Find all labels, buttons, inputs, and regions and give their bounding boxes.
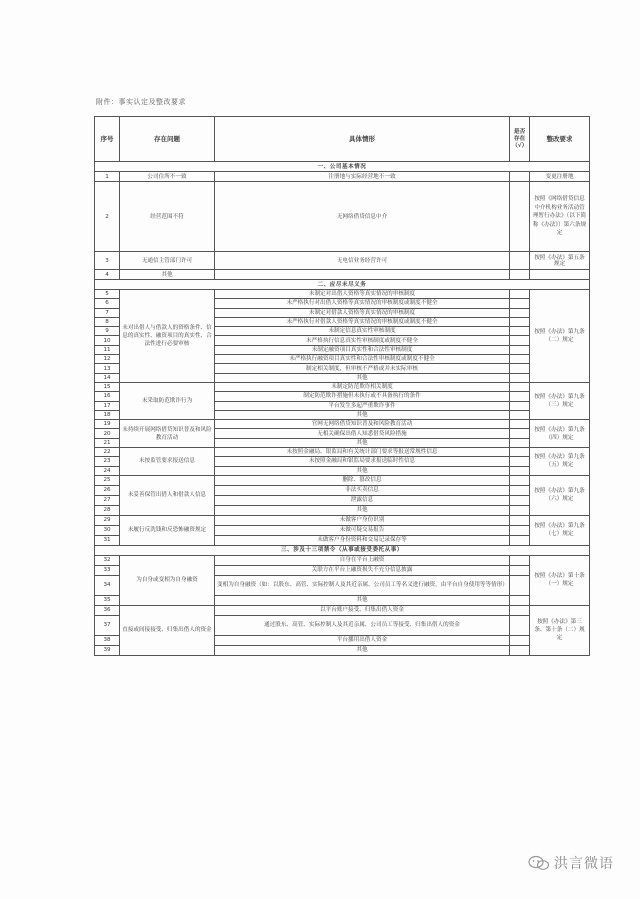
detail-cell: 其他 <box>215 645 510 655</box>
row-number: 22 <box>95 448 120 457</box>
row-number: 20 <box>95 429 120 438</box>
row-number: 33 <box>95 565 120 575</box>
req-cell: 按照《办法》第九条（六）规定 <box>530 475 590 515</box>
row-number: 4 <box>95 270 120 280</box>
row-number: 36 <box>95 605 120 615</box>
req-cell: 按照《办法》第九条（三）规定 <box>530 382 590 419</box>
section-row <box>95 162 590 172</box>
header-detail: 具体情形 <box>215 117 510 162</box>
exists-cell <box>510 565 530 575</box>
detail-cell: 无相关确保出借人知悉借贷风险措施 <box>215 429 510 438</box>
exists-cell <box>510 252 530 270</box>
detail-cell: 制定防范欺诈措施但未执行或不具备执行的条件 <box>215 392 510 401</box>
detail-cell: 以平台账户接受、归集出借人资金 <box>215 605 510 615</box>
row-number: 9 <box>95 327 120 336</box>
row-number: 10 <box>95 336 120 345</box>
row-number: 38 <box>95 635 120 645</box>
exists-cell <box>510 317 530 326</box>
exists-cell <box>510 635 530 645</box>
detail-cell: 未做客户身份资料和交易记录保存等 <box>215 535 510 545</box>
detail-cell: 平台挪用出借人资金 <box>215 635 510 645</box>
row-number: 30 <box>95 525 120 535</box>
req-cell: 按照《办法》第九条（七）规定 <box>530 515 590 545</box>
req-cell: 按照《网络借贷信息中介机构业务活动管理暂行办法》（以下简称《办法》）第六条规定 <box>530 182 590 252</box>
exists-cell <box>510 373 530 382</box>
req-cell <box>530 270 590 280</box>
exists-cell <box>510 515 530 525</box>
exists-cell <box>510 308 530 317</box>
exists-cell <box>510 475 530 485</box>
row-number: 28 <box>95 505 120 515</box>
row-number: 2 <box>95 182 120 252</box>
exists-cell <box>510 355 530 364</box>
detail-cell: 无网络借贷信息中介 <box>215 182 510 252</box>
row-number: 24 <box>95 466 120 475</box>
row-number: 17 <box>95 401 120 410</box>
row-number: 3 <box>95 252 120 270</box>
detail-cell: 未制定对借款人资格等真实情况的审核制度 <box>215 308 510 317</box>
detail-cell: 其他 <box>215 438 510 447</box>
table-row <box>95 605 590 615</box>
section-row <box>95 280 590 290</box>
detail-cell: 未制定防范欺诈相关制度 <box>215 382 510 391</box>
row-number: 37 <box>95 615 120 635</box>
exists-cell <box>510 364 530 373</box>
detail-cell: 未制定信息真实性审核制度 <box>215 327 510 336</box>
exists-cell <box>510 495 530 505</box>
table-row <box>95 420 590 429</box>
detail-cell: 删除、篡改信息 <box>215 475 510 485</box>
exists-cell <box>510 182 530 252</box>
fact-table <box>94 116 590 656</box>
exists-cell <box>510 525 530 535</box>
header-req: 整改要求 <box>530 117 590 162</box>
exists-cell <box>510 605 530 615</box>
detail-cell: 其他 <box>215 595 510 605</box>
detail-cell: 官网无网络借贷知识普及和风险教育活动 <box>215 420 510 429</box>
detail-cell: 其他 <box>215 505 510 515</box>
watermark-text: 洪言微语 <box>554 856 614 872</box>
watermark-logo <box>528 853 614 873</box>
table-row <box>95 270 590 280</box>
req-cell: 变更注册地 <box>530 172 590 182</box>
req-cell: 按照《办法》第三条、第十条（二）规定 <box>530 605 590 655</box>
section-title: 二、应尽未尽义务 <box>95 280 590 290</box>
detail-cell: 未严格执行融资项目真实性和合法性审核制度或制度不健全 <box>215 355 510 364</box>
detail-cell: 未严格执行对借款人资格等真实情况的审核制度或制度不健全 <box>215 317 510 326</box>
detail-cell: 注册地与实际经营地不一致 <box>215 172 510 182</box>
detail-cell: 变相为自身融资（如：以股东、高管、实际控制人及其近亲属、公司员工等名义进行融资，由平台自身使用等等情形） <box>215 575 510 595</box>
detail-cell: 未严格执行对出借人资格等真实情况的审核制度或制度不健全 <box>215 299 510 308</box>
row-number: 18 <box>95 410 120 419</box>
row-number: 29 <box>95 515 120 525</box>
row-number: 7 <box>95 308 120 317</box>
wechat-icon <box>528 855 550 871</box>
detail-cell: 其他 <box>215 466 510 475</box>
exists-cell <box>510 448 530 457</box>
table-row <box>95 555 590 565</box>
attachment-caption: 附件：事实认定及整改要求 <box>96 98 186 106</box>
detail-cell: 无电信业务经营许可 <box>215 252 510 270</box>
issue-cell: 未持续开展网络借贷知识普及和风险教育活动 <box>120 420 215 448</box>
detail-cell: 未制定融资项目真实性和合法性审核制度 <box>215 345 510 354</box>
detail-cell: 其他 <box>215 410 510 419</box>
row-number: 14 <box>95 373 120 382</box>
exists-cell <box>510 485 530 495</box>
exists-cell <box>510 615 530 635</box>
row-number: 6 <box>95 299 120 308</box>
issue-cell: 未按监管要求报送信息 <box>120 448 215 476</box>
row-number: 21 <box>95 438 120 447</box>
detail-cell: 未做可疑交易报告 <box>215 525 510 535</box>
detail-cell: 未制定对出借人资格等真实情况的审核制度 <box>215 290 510 299</box>
header-issue: 存在问题 <box>120 117 215 162</box>
row-number: 12 <box>95 355 120 364</box>
row-number: 35 <box>95 595 120 605</box>
exists-cell <box>510 420 530 429</box>
row-number: 15 <box>95 382 120 391</box>
table-row <box>95 182 590 252</box>
req-cell: 按照《办法》第五条规定 <box>530 252 590 270</box>
exists-cell <box>510 336 530 345</box>
exists-cell <box>510 172 530 182</box>
table-row <box>95 382 590 391</box>
detail-cell: 未按照金融局和银监局要求报送临时性信息 <box>215 457 510 466</box>
exists-cell <box>510 290 530 299</box>
issue-cell: 为自身或变相为自身融资 <box>120 555 215 605</box>
detail-cell: 通过股东、高管、实际控制人及其近亲属、公司员工等接受、归集出借人的资金 <box>215 615 510 635</box>
section-title: 三、涉及十三项禁令（从事或接受委托从事） <box>95 545 590 555</box>
exists-cell <box>510 429 530 438</box>
issue-cell: 经营范围不符 <box>120 182 215 252</box>
table-row <box>95 515 590 525</box>
exists-cell <box>510 270 530 280</box>
detail-cell: 制定相关制度，但审核不严格或并未实际审核 <box>215 364 510 373</box>
exists-cell <box>510 401 530 410</box>
header-no: 序号 <box>95 117 120 162</box>
exists-cell <box>510 645 530 655</box>
row-number: 25 <box>95 475 120 485</box>
issue-cell: 未履行反洗钱和反恐怖融资规定 <box>120 515 215 545</box>
req-cell: 按照《办法》第九条（五）规定 <box>530 448 590 476</box>
detail-cell: 未按照金融局、银监局和有关统计部门要求等报送常规性信息 <box>215 448 510 457</box>
row-number: 26 <box>95 485 120 495</box>
row-number: 8 <box>95 317 120 326</box>
exists-cell <box>510 438 530 447</box>
exists-cell <box>510 505 530 515</box>
exists-cell <box>510 457 530 466</box>
row-number: 27 <box>95 495 120 505</box>
exists-cell <box>510 327 530 336</box>
table-row <box>95 448 590 457</box>
detail-cell: 非法买卖信息 <box>215 485 510 495</box>
exists-cell <box>510 299 530 308</box>
exists-cell <box>510 345 530 354</box>
row-number: 1 <box>95 172 120 182</box>
detail-cell: 自身在平台上融资 <box>215 555 510 565</box>
exists-cell <box>510 410 530 419</box>
row-number: 13 <box>95 364 120 373</box>
req-cell: 按照《办法》第十条（一）规定 <box>530 555 590 605</box>
row-number: 32 <box>95 555 120 565</box>
req-cell: 按照《办法》第九条（二）规定 <box>530 290 590 383</box>
issue-cell: 直接或间接接受、归集出借人的资金 <box>120 605 215 655</box>
table-row <box>95 252 590 270</box>
detail-cell: 平台发生多起严重欺诈事件 <box>215 401 510 410</box>
detail-cell <box>215 270 510 280</box>
row-number: 5 <box>95 290 120 299</box>
header-row <box>95 117 590 162</box>
exists-cell <box>510 392 530 401</box>
section-row <box>95 545 590 555</box>
row-number: 23 <box>95 457 120 466</box>
row-number: 39 <box>95 645 120 655</box>
row-number: 16 <box>95 392 120 401</box>
issue-cell: 未采取防范欺诈行为 <box>120 382 215 419</box>
issue-cell: 其他 <box>120 270 215 280</box>
issue-cell: 未妥善保管出借人和借款人信息 <box>120 475 215 515</box>
exists-cell <box>510 466 530 475</box>
issue-cell: 未对出借人与借款人的资格条件、信息的真实性、融资项目的真实性、合法性进行必要审核 <box>120 290 215 383</box>
detail-cell: 其他 <box>215 373 510 382</box>
row-number: 19 <box>95 420 120 429</box>
exists-cell <box>510 595 530 605</box>
detail-cell: 未严格执行信息真实性审核制度或制度不健全 <box>215 336 510 345</box>
section-title: 一、公司基本情况 <box>95 162 590 172</box>
detail-cell: 未做客户身份识别 <box>215 515 510 525</box>
table-row <box>95 290 590 299</box>
req-cell: 按照《办法》第九条（四）规定 <box>530 420 590 448</box>
table-row <box>95 172 590 182</box>
issue-cell: 公司住所不一致 <box>120 172 215 182</box>
exists-cell <box>510 382 530 391</box>
row-number: 11 <box>95 345 120 354</box>
header-exists: 是否存在（√） <box>510 117 530 162</box>
exists-cell <box>510 535 530 545</box>
detail-cell: 关联方在平台上融资损失不充分信息披露 <box>215 565 510 575</box>
issue-cell: 无通信主管部门许可 <box>120 252 215 270</box>
exists-cell <box>510 555 530 565</box>
detail-cell: 泄露信息 <box>215 495 510 505</box>
exists-cell <box>510 575 530 595</box>
table-row <box>95 475 590 485</box>
row-number: 34 <box>95 575 120 595</box>
row-number: 31 <box>95 535 120 545</box>
